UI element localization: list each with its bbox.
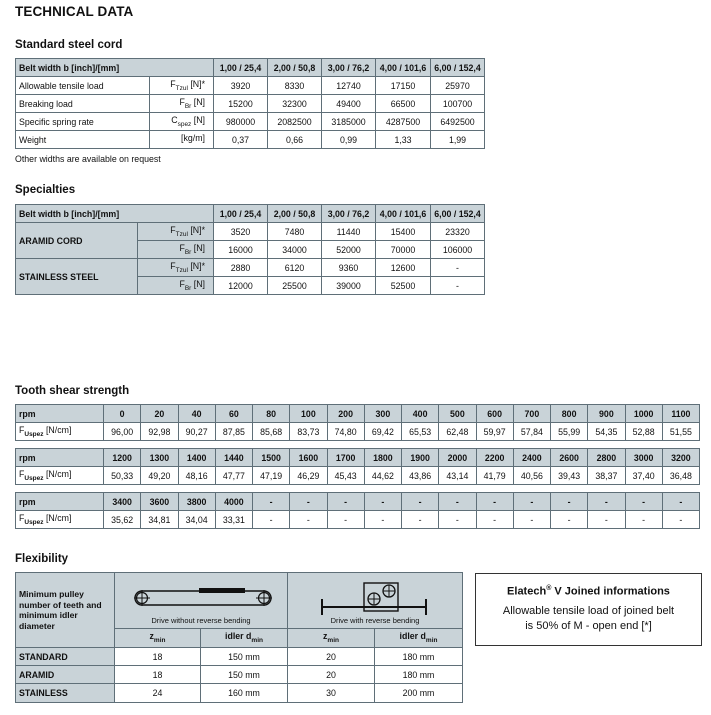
drive-no-reverse-diagram bbox=[115, 577, 287, 619]
row-symbol: $C_{spez}$ [N] bbox=[150, 113, 214, 131]
force-cell: 52,88 bbox=[625, 423, 662, 441]
rpm-label: rpm bbox=[16, 449, 104, 467]
rpm-cell: 1000 bbox=[625, 405, 662, 423]
value-cell: 12600 bbox=[376, 259, 431, 277]
rpm-cell: 20 bbox=[141, 405, 178, 423]
row-label: Allowable tensile load bbox=[16, 77, 150, 95]
rpm-cell: - bbox=[327, 493, 364, 511]
force-cell: - bbox=[551, 511, 588, 529]
value-cell: 0,66 bbox=[268, 131, 322, 149]
value-cell: 70000 bbox=[376, 241, 431, 259]
rpm-label: rpm bbox=[16, 493, 104, 511]
rpm-cell: 3000 bbox=[625, 449, 662, 467]
rpm-cell: 2400 bbox=[513, 449, 550, 467]
flex-col-z1: $z_{min}$ bbox=[149, 631, 166, 644]
force-cell: - bbox=[327, 511, 364, 529]
width-header-1: 1,00 / 25,4 bbox=[214, 205, 268, 223]
flex-row-name: ARAMID bbox=[16, 666, 114, 684]
value-cell: 52500 bbox=[376, 277, 431, 295]
table-row bbox=[16, 223, 485, 241]
rpm-cell: 3800 bbox=[178, 493, 215, 511]
flex-intro-cell bbox=[16, 573, 115, 647]
rpm-cell: - bbox=[476, 493, 513, 511]
row-symbol: [kg/m] bbox=[150, 131, 214, 149]
force-cell: 46,29 bbox=[290, 467, 327, 485]
table-row bbox=[16, 113, 485, 131]
value-cell: 25500 bbox=[268, 277, 322, 295]
rpm-cell: 100 bbox=[290, 405, 327, 423]
rpm-cell: 1200 bbox=[104, 449, 141, 467]
value-cell: 6120 bbox=[268, 259, 322, 277]
value-cell: 34000 bbox=[268, 241, 322, 259]
value-cell: 23320 bbox=[431, 223, 485, 241]
joined-info-box bbox=[475, 573, 702, 646]
rpm-cell: - bbox=[290, 493, 327, 511]
rpm-cell: 800 bbox=[551, 405, 588, 423]
rpm-cell: - bbox=[588, 493, 625, 511]
force-cell: 51,55 bbox=[662, 423, 699, 441]
table-row bbox=[16, 259, 485, 277]
force-cell: 59,97 bbox=[476, 423, 513, 441]
force-cell: 45,43 bbox=[327, 467, 364, 485]
value-cell: 2880 bbox=[214, 259, 268, 277]
flex-col-d1: idler $d_{min}$ bbox=[225, 631, 263, 644]
rpm-cell: 300 bbox=[364, 405, 401, 423]
rpm-cell: - bbox=[402, 493, 439, 511]
rpm-cell: 700 bbox=[513, 405, 550, 423]
row-symbol: $F_{Br}$ [N] bbox=[138, 241, 214, 259]
force-cell: 41,79 bbox=[476, 467, 513, 485]
value-cell: 12000 bbox=[214, 277, 268, 295]
rpm-cell: 2600 bbox=[551, 449, 588, 467]
flex-row-name: STANDARD bbox=[16, 648, 114, 666]
row-symbol: $F_{Tzul}$ [N]* bbox=[138, 259, 214, 277]
force-cell: - bbox=[476, 511, 513, 529]
force-cell: 83,73 bbox=[290, 423, 327, 441]
table-row bbox=[16, 95, 485, 113]
value-cell: 100700 bbox=[431, 95, 485, 113]
flex-value: 24 bbox=[152, 688, 163, 698]
flex-rows bbox=[16, 647, 462, 702]
force-label: $F_{Uspez}$ [N/cm] bbox=[16, 423, 104, 441]
force-cell: 35,62 bbox=[104, 511, 141, 529]
rpm-cell: - bbox=[253, 493, 290, 511]
flex-intro-text: Minimum pulley number of teeth and minimum idler diameter bbox=[19, 589, 102, 631]
value-cell: 6492500 bbox=[431, 113, 485, 131]
force-cell: - bbox=[439, 511, 476, 529]
specialties-header-row bbox=[16, 205, 485, 223]
flex-value: 150 mm bbox=[228, 670, 260, 680]
force-cell: 39,43 bbox=[551, 467, 588, 485]
force-row bbox=[16, 467, 700, 485]
value-cell: 0,99 bbox=[322, 131, 376, 149]
force-cell: 65,53 bbox=[402, 423, 439, 441]
force-label: $F_{Uspez}$ [N/cm] bbox=[16, 467, 104, 485]
rpm-cell: 1800 bbox=[364, 449, 401, 467]
force-cell: - bbox=[513, 511, 550, 529]
rpm-label: rpm bbox=[16, 405, 104, 423]
value-cell: 8330 bbox=[268, 77, 322, 95]
rpm-cell: 2800 bbox=[588, 449, 625, 467]
rpm-cell: 1900 bbox=[402, 449, 439, 467]
force-cell: 62,48 bbox=[439, 423, 476, 441]
force-cell: - bbox=[364, 511, 401, 529]
flex-row-name: STAINLESS bbox=[16, 684, 114, 702]
value-cell: 16000 bbox=[214, 241, 268, 259]
tooth-heading: Tooth shear strength bbox=[15, 385, 130, 397]
standard-header-row bbox=[16, 59, 485, 77]
rpm-row bbox=[16, 449, 700, 467]
value-cell: 11440 bbox=[322, 223, 376, 241]
flex-value: 160 mm bbox=[228, 688, 260, 698]
rpm-cell: 3200 bbox=[662, 449, 699, 467]
joined-info-line2: is 50% of M - open end [*] bbox=[525, 619, 652, 632]
value-cell: 32300 bbox=[268, 95, 322, 113]
force-cell: 34,04 bbox=[178, 511, 215, 529]
force-cell: - bbox=[402, 511, 439, 529]
force-cell: 37,40 bbox=[625, 467, 662, 485]
row-symbol: $F_{Br}$ [N] bbox=[150, 95, 214, 113]
force-cell: 34,81 bbox=[141, 511, 178, 529]
rpm-cell: 1600 bbox=[290, 449, 327, 467]
force-cell: 69,42 bbox=[364, 423, 401, 441]
value-cell: 49400 bbox=[322, 95, 376, 113]
force-cell: 43,86 bbox=[402, 467, 439, 485]
force-cell: 38,37 bbox=[588, 467, 625, 485]
force-row bbox=[16, 423, 700, 441]
flex-row bbox=[16, 647, 462, 666]
value-cell: 4287500 bbox=[376, 113, 431, 131]
force-cell: 57,84 bbox=[513, 423, 550, 441]
rpm-cell: 0 bbox=[104, 405, 141, 423]
tooth-shear-table-1 bbox=[15, 404, 700, 441]
force-cell: 87,85 bbox=[215, 423, 252, 441]
force-cell: 50,33 bbox=[104, 467, 141, 485]
flex-value: 200 mm bbox=[402, 688, 435, 698]
specialties-table bbox=[15, 204, 485, 295]
force-cell: 96,00 bbox=[104, 423, 141, 441]
drive-reverse-cell bbox=[288, 573, 462, 628]
flex-row bbox=[16, 683, 462, 702]
flex-value: 150 mm bbox=[228, 652, 260, 662]
value-cell: 39000 bbox=[322, 277, 376, 295]
row-label: Weight bbox=[16, 131, 150, 149]
value-cell: 2082500 bbox=[268, 113, 322, 131]
rpm-cell: - bbox=[625, 493, 662, 511]
rpm-cell: 1500 bbox=[253, 449, 290, 467]
value-cell: 106000 bbox=[431, 241, 485, 259]
force-cell: 49,20 bbox=[141, 467, 178, 485]
drive-no-reverse-label: Drive without reverse bending bbox=[151, 616, 251, 625]
rpm-cell: 1300 bbox=[141, 449, 178, 467]
rpm-cell: 1440 bbox=[215, 449, 252, 467]
rpm-cell: 1700 bbox=[327, 449, 364, 467]
rpm-cell: - bbox=[662, 493, 699, 511]
row-symbol: $F_{Tzul}$ [N]* bbox=[150, 77, 214, 95]
force-cell: - bbox=[662, 511, 699, 529]
standard-note: Other widths are available on request bbox=[15, 154, 161, 164]
belt-width-header: Belt width b [inch]/[mm] bbox=[16, 205, 214, 223]
force-cell: 33,31 bbox=[215, 511, 252, 529]
force-cell: 36,48 bbox=[662, 467, 699, 485]
rpm-cell: 2000 bbox=[439, 449, 476, 467]
rpm-cell: 80 bbox=[253, 405, 290, 423]
width-header-5: 6,00 / 152,4 bbox=[431, 205, 485, 223]
flexibility-panel bbox=[15, 572, 463, 703]
force-cell: 74,80 bbox=[327, 423, 364, 441]
rpm-cell: 400 bbox=[402, 405, 439, 423]
rpm-cell: 4000 bbox=[215, 493, 252, 511]
flex-value: 20 bbox=[326, 670, 336, 680]
rpm-cell: 3400 bbox=[104, 493, 141, 511]
width-header-2: 2,00 / 50,8 bbox=[268, 205, 322, 223]
force-cell: - bbox=[588, 511, 625, 529]
rpm-cell: - bbox=[551, 493, 588, 511]
force-cell: - bbox=[290, 511, 327, 529]
rpm-row bbox=[16, 405, 700, 423]
value-cell: 1,33 bbox=[376, 131, 431, 149]
group-name: ARAMID CORD bbox=[16, 223, 138, 259]
belt-width-header: Belt width b [inch]/[mm] bbox=[16, 59, 214, 77]
rpm-cell: 3600 bbox=[141, 493, 178, 511]
rpm-cell: 60 bbox=[215, 405, 252, 423]
value-cell: 17150 bbox=[376, 77, 431, 95]
rpm-cell: 900 bbox=[588, 405, 625, 423]
width-header-4: 4,00 / 101,6 bbox=[376, 59, 431, 77]
value-cell: 3185000 bbox=[322, 113, 376, 131]
value-cell: 25970 bbox=[431, 77, 485, 95]
value-cell: - bbox=[431, 259, 485, 277]
flex-col-z2: $z_{min}$ bbox=[323, 631, 339, 644]
force-cell: 55,99 bbox=[551, 423, 588, 441]
table-row bbox=[16, 77, 485, 95]
rpm-cell: 40 bbox=[178, 405, 215, 423]
value-cell: 15200 bbox=[214, 95, 268, 113]
force-label: $F_{Uspez}$ [N/cm] bbox=[16, 511, 104, 529]
value-cell: 9360 bbox=[322, 259, 376, 277]
force-cell: 54,35 bbox=[588, 423, 625, 441]
force-cell: 90,27 bbox=[178, 423, 215, 441]
tooth-shear-table-3 bbox=[15, 492, 700, 529]
rpm-cell: 2200 bbox=[476, 449, 513, 467]
value-cell: 0,37 bbox=[214, 131, 268, 149]
force-cell: 40,56 bbox=[513, 467, 550, 485]
page-title: TECHNICAL DATA bbox=[15, 4, 134, 19]
force-row bbox=[16, 511, 700, 529]
value-cell: 7480 bbox=[268, 223, 322, 241]
width-header-3: 3,00 / 76,2 bbox=[322, 205, 376, 223]
rpm-cell: - bbox=[439, 493, 476, 511]
row-label: Breaking load bbox=[16, 95, 150, 113]
flex-value: 180 mm bbox=[402, 652, 435, 662]
value-cell: 980000 bbox=[214, 113, 268, 131]
value-cell: - bbox=[431, 277, 485, 295]
force-cell: 85,68 bbox=[253, 423, 290, 441]
rpm-cell: 500 bbox=[439, 405, 476, 423]
force-cell: 92,98 bbox=[141, 423, 178, 441]
rpm-cell: 1100 bbox=[662, 405, 699, 423]
value-cell: 3920 bbox=[214, 77, 268, 95]
group-name: STAINLESS STEEL bbox=[16, 259, 138, 295]
force-cell: 43,14 bbox=[439, 467, 476, 485]
flex-row bbox=[16, 665, 462, 684]
flex-col-d2: idler $d_{min}$ bbox=[399, 631, 438, 644]
specialties-heading: Specialties bbox=[15, 184, 76, 196]
width-header-1: 1,00 / 25,4 bbox=[214, 59, 268, 77]
flex-value: 20 bbox=[326, 652, 336, 662]
flex-value: 18 bbox=[152, 670, 163, 680]
drive-reverse-diagram bbox=[288, 575, 462, 617]
width-header-2: 2,00 / 50,8 bbox=[268, 59, 322, 77]
drive-reverse-label: Drive with reverse bending bbox=[330, 616, 420, 625]
joined-info-title: Elatech® V Joined informations bbox=[507, 585, 670, 598]
rpm-cell: 200 bbox=[327, 405, 364, 423]
standard-steel-cord-table bbox=[15, 58, 485, 149]
row-label: Specific spring rate bbox=[16, 113, 150, 131]
flex-value: 30 bbox=[326, 688, 336, 698]
flex-value: 180 mm bbox=[402, 670, 435, 680]
force-cell: 48,16 bbox=[178, 467, 215, 485]
force-cell: - bbox=[253, 511, 290, 529]
rpm-row bbox=[16, 493, 700, 511]
value-cell: 52000 bbox=[322, 241, 376, 259]
drive-no-reverse-cell bbox=[115, 573, 288, 628]
row-symbol: $F_{Tzul}$ [N]* bbox=[138, 223, 214, 241]
tooth-shear-table-2 bbox=[15, 448, 700, 485]
value-cell: 12740 bbox=[322, 77, 376, 95]
width-header-4: 4,00 / 101,6 bbox=[376, 205, 431, 223]
value-cell: 1,99 bbox=[431, 131, 485, 149]
table-row bbox=[16, 131, 485, 149]
joined-info-line1: Allowable tensile load of joined belt bbox=[502, 604, 675, 617]
width-header-3: 3,00 / 76,2 bbox=[322, 59, 376, 77]
force-cell: 47,77 bbox=[215, 467, 252, 485]
rpm-cell: - bbox=[364, 493, 401, 511]
force-cell: - bbox=[625, 511, 662, 529]
standard-heading: Standard steel cord bbox=[15, 39, 123, 51]
flexibility-heading: Flexibility bbox=[15, 553, 69, 565]
rpm-cell: 1400 bbox=[178, 449, 215, 467]
width-header-5: 6,00 / 152,4 bbox=[431, 59, 485, 77]
row-symbol: $F_{Br}$ [N] bbox=[138, 277, 214, 295]
flex-value: 18 bbox=[152, 652, 163, 662]
force-cell: 47,19 bbox=[253, 467, 290, 485]
rpm-cell: 600 bbox=[476, 405, 513, 423]
value-cell: 3520 bbox=[214, 223, 268, 241]
value-cell: 15400 bbox=[376, 223, 431, 241]
rpm-cell: - bbox=[513, 493, 550, 511]
force-cell: 44,62 bbox=[364, 467, 401, 485]
value-cell: 66500 bbox=[376, 95, 431, 113]
